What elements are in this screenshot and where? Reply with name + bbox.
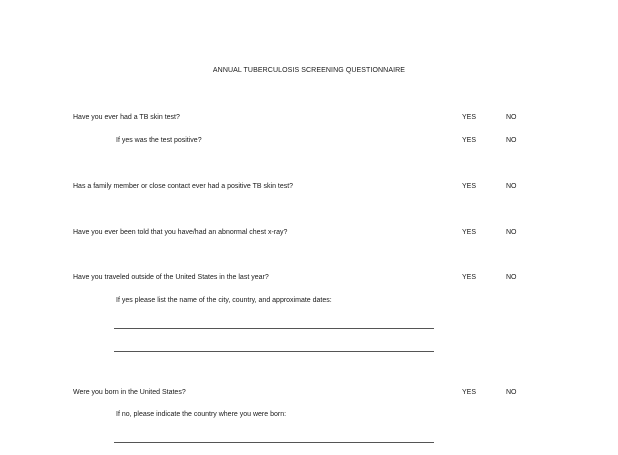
yes-option[interactable]: YES — [462, 183, 477, 190]
question-test-positive: If yes was the test positive? — [116, 137, 202, 144]
yes-option[interactable]: YES — [462, 389, 477, 396]
page-title: ANNUAL TUBERCULOSIS SCREENING QUESTIONNAIRE — [212, 67, 406, 74]
answer-line[interactable] — [114, 351, 434, 352]
no-option[interactable]: NO — [506, 183, 517, 190]
question-family-contact: Has a family member or close contact ever had a positive TB skin test? — [73, 183, 294, 190]
yes-option[interactable]: YES — [462, 114, 477, 121]
question-birth-country: If no, please indicate the country where you were born: — [116, 411, 287, 418]
question-travel: Have you traveled outside of the United States in the last year? — [73, 274, 269, 281]
no-option[interactable]: NO — [506, 114, 517, 121]
no-option[interactable]: NO — [506, 229, 517, 236]
answer-line[interactable] — [114, 442, 434, 443]
no-option[interactable]: NO — [506, 389, 517, 396]
yes-option[interactable]: YES — [462, 229, 477, 236]
question-abnormal-xray: Have you ever been told that you have/had an abnormal chest x-ray? — [73, 229, 288, 236]
no-option[interactable]: NO — [506, 274, 517, 281]
no-option[interactable]: NO — [506, 137, 517, 144]
answer-line[interactable] — [114, 328, 434, 329]
question-travel-details: If yes please list the name of the city, country, and approximate dates: — [116, 297, 332, 304]
yes-option[interactable]: YES — [462, 274, 477, 281]
yes-option[interactable]: YES — [462, 137, 477, 144]
question-tb-skin-test: Have you ever had a TB skin test? — [73, 114, 180, 121]
question-born-us: Were you born in the United States? — [73, 389, 186, 396]
